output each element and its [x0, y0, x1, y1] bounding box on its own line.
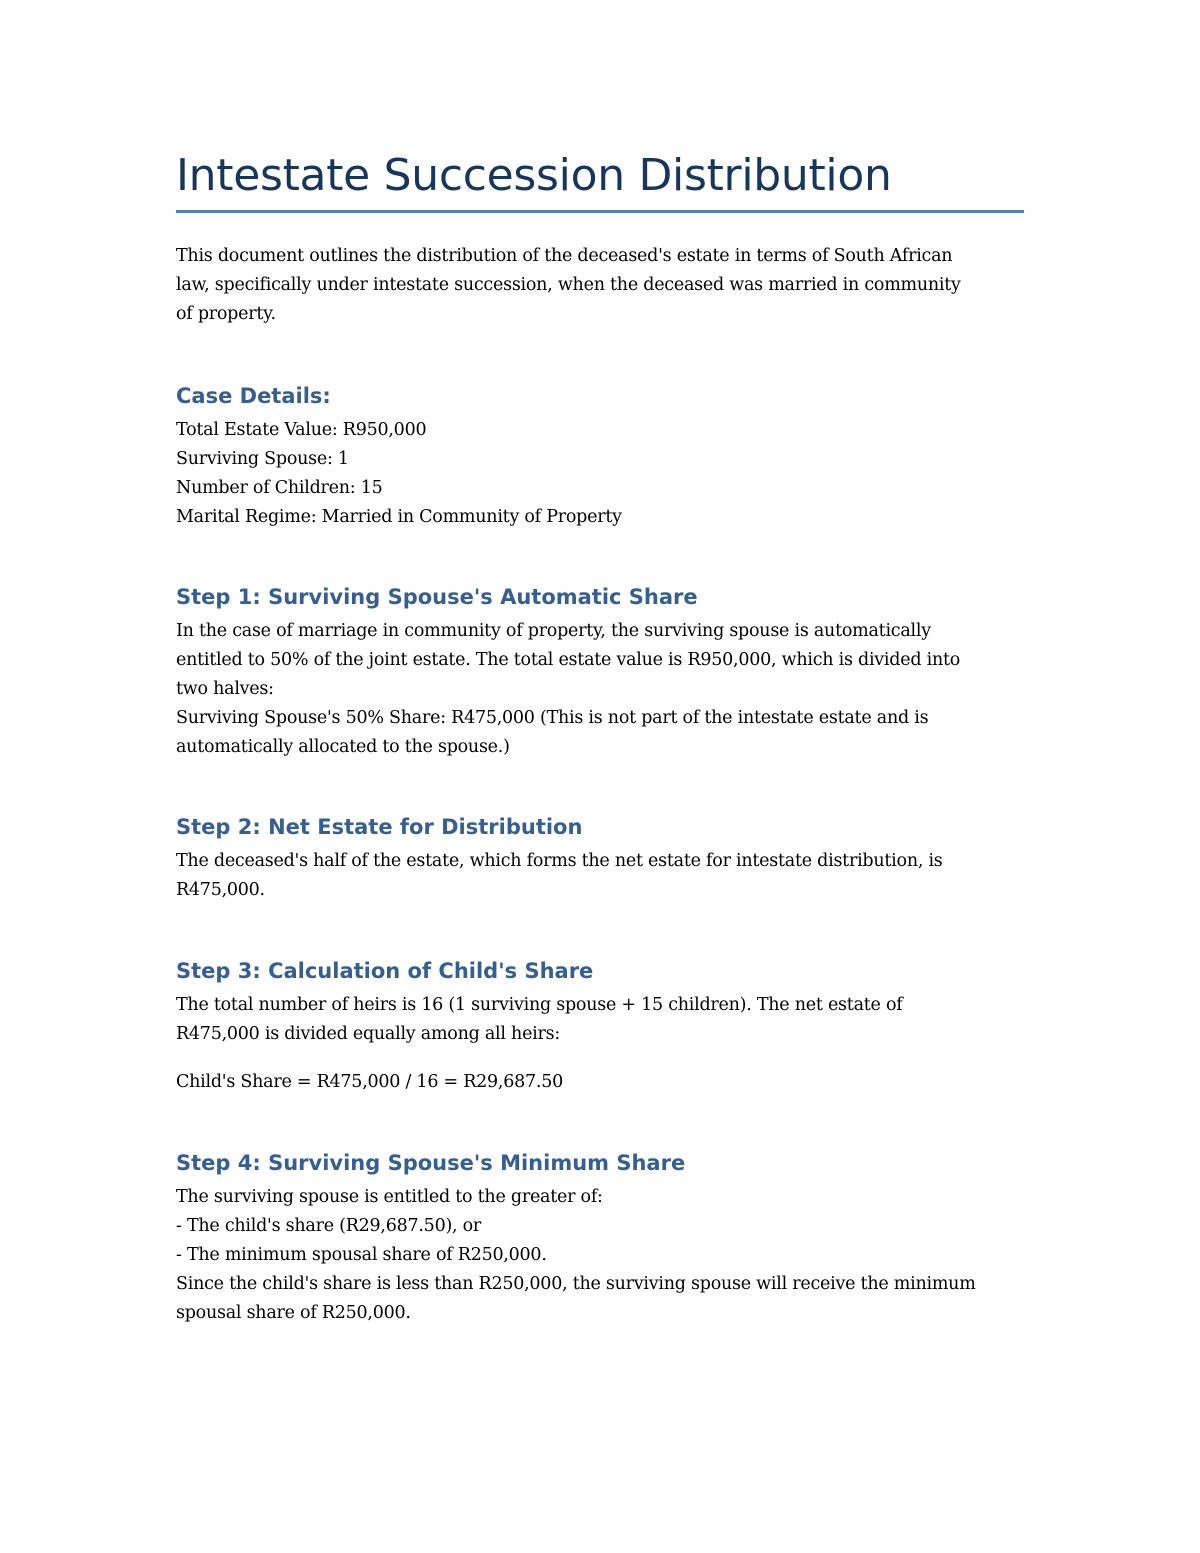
- case-detail-surviving-spouse: Surviving Spouse: 1: [176, 449, 349, 469]
- step1-line: two halves:: [176, 679, 274, 699]
- case-detail-children: Number of Children: 15: [176, 478, 383, 498]
- document-title: Intestate Succession Distribution: [176, 150, 892, 201]
- case-details-heading: Case Details:: [176, 384, 331, 408]
- step3-formula: Child's Share = R475,000 / 16 = R29,687.50: [176, 1072, 563, 1092]
- step4-line: spousal share of R250,000.: [176, 1303, 411, 1323]
- step2-paragraph: [176, 847, 1026, 905]
- intro-line: This document outlines the distribution of the deceased's estate in terms of South African: [176, 246, 953, 266]
- step1-line: automatically allocated to the spouse.): [176, 737, 510, 757]
- step1-line: In the case of marriage in community of property, the surviving spouse is automatically: [176, 621, 931, 641]
- step3-paragraph: [176, 991, 1026, 1049]
- document-page: [176, 0, 1026, 1553]
- step3-line: R475,000 is divided equally among all heirs:: [176, 1024, 561, 1044]
- step4-line: - The child's share (R29,687.50), or: [176, 1216, 482, 1236]
- step1-line: Surviving Spouse's 50% Share: R475,000 (This is not part of the intestate estate and is: [176, 708, 929, 728]
- step2-line: The deceased's half of the estate, which forms the net estate for intestate distribution, is: [176, 851, 943, 871]
- step4-line: Since the child's share is less than R250,000, the surviving spouse will receive the minimum: [176, 1274, 976, 1294]
- step1-line: entitled to 50% of the joint estate. The total estate value is R950,000, which is divided into: [176, 650, 961, 670]
- step3-line: The total number of heirs is 16 (1 surviving spouse + 15 children). The net estate of: [176, 995, 903, 1015]
- step4-line: The surviving spouse is entitled to the greater of:: [176, 1187, 603, 1207]
- step1-heading: Step 1: Surviving Spouse's Automatic Share: [176, 585, 698, 609]
- step4-heading: Step 4: Surviving Spouse's Minimum Share: [176, 1151, 686, 1175]
- step1-paragraph: [176, 617, 1026, 762]
- step3-heading: Step 3: Calculation of Child's Share: [176, 959, 594, 983]
- case-detail-marital-regime: Marital Regime: Married in Community of Property: [176, 507, 622, 527]
- step2-heading: Step 2: Net Estate for Distribution: [176, 815, 583, 839]
- case-detail-total-estate: Total Estate Value: R950,000: [176, 420, 427, 440]
- step4-paragraph: [176, 1183, 1026, 1328]
- intro-paragraph: [176, 242, 1026, 329]
- title-underline: [176, 210, 1024, 213]
- step2-line: R475,000.: [176, 880, 265, 900]
- intro-line: of property.: [176, 304, 276, 324]
- case-details-list: [176, 416, 1026, 532]
- intro-line: law, specifically under intestate succession, when the deceased was married in community: [176, 275, 961, 295]
- step4-line: - The minimum spousal share of R250,000.: [176, 1245, 547, 1265]
